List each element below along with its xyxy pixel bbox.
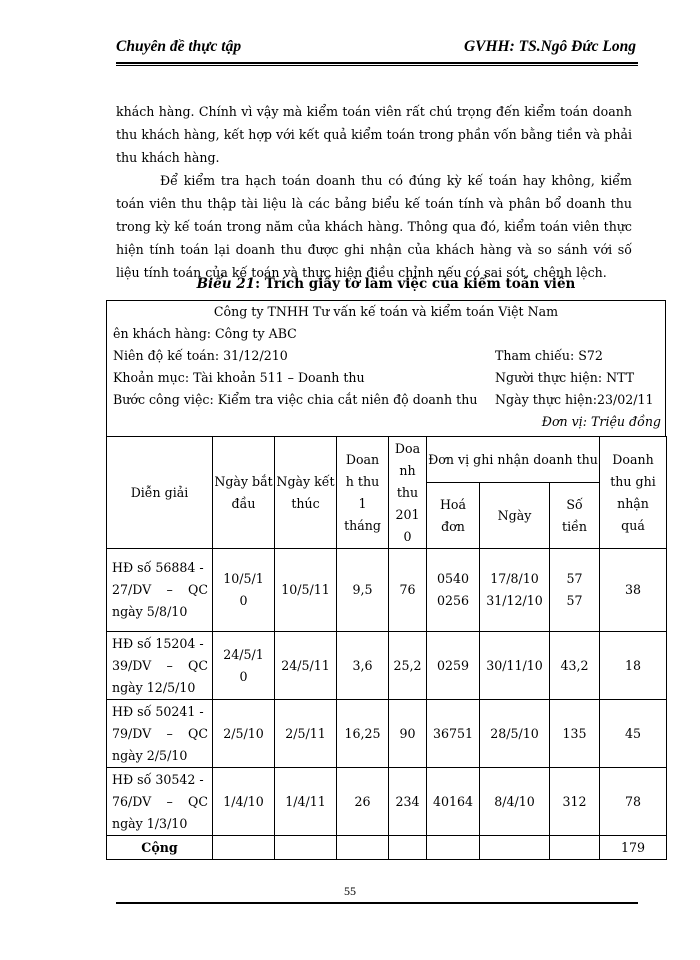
working-paper-info: [106, 300, 666, 437]
row-over-recognized: 38: [600, 549, 667, 632]
empty-cell: [213, 836, 275, 860]
cell-line: 57: [566, 571, 583, 586]
cell-line: 0540: [436, 571, 470, 586]
account-item: Khoản mục: Tài khoản 511 – Doanh thu: [113, 370, 365, 385]
work-step: Bước công việc: Kiểm tra việc chia cắt niên độ doanh thu: [113, 392, 478, 407]
col-group-recognized: Đơn vị ghi nhận doanh thu: [427, 437, 600, 483]
row-monthly-revenue: 16,25: [337, 700, 389, 768]
cell-line: 57: [566, 593, 583, 608]
footer-rule: [116, 902, 638, 904]
empty-cell: [480, 836, 550, 860]
caption-number: Biểu 21: [196, 276, 256, 292]
header-text: Doan: [345, 451, 380, 467]
col-revenue-2010: [389, 437, 427, 549]
p2-line: viên thu thập tài liệu là các bảng biểu kế toán tính và phân bổ doanh thu trong kỳ: [116, 196, 632, 234]
table-row: [107, 632, 667, 700]
client-name: ên khách hàng: Công ty ABC: [113, 326, 297, 341]
row-start-date: 2/5/10: [213, 700, 275, 768]
row-invoice: 0259: [427, 632, 480, 700]
page-header: [116, 34, 636, 58]
currency-unit: Đơn vị: Triệu đồng: [541, 414, 661, 429]
total-row: [107, 836, 667, 860]
row-monthly-revenue: 3,6: [337, 632, 389, 700]
body-text: [116, 100, 632, 284]
header-text: 0: [403, 528, 412, 544]
desc-line: HĐ số 30542 -: [112, 771, 204, 787]
row-date: [480, 549, 550, 632]
cell-line: 0: [239, 593, 248, 608]
desc-line: HĐ số 50241 -: [112, 703, 204, 719]
col-amount: [550, 483, 600, 549]
paragraph-2: [116, 169, 632, 284]
row-revenue-2010: 90: [389, 700, 427, 768]
preparer: Người thực hiện: NTT: [495, 370, 635, 385]
desc-line: HĐ số 56884 -: [112, 560, 204, 575]
header-text: Doanh: [612, 451, 654, 467]
empty-cell: [550, 836, 600, 860]
row-description: [107, 549, 213, 632]
header-text: tháng: [344, 517, 381, 533]
company-name: Công ty TNHH Tư vấn kế toán và kiểm toán Việt Nam: [213, 304, 559, 319]
p1-line: khách hàng. Chính vì vậy mà kiểm toán viên rất chú trọng đến kiểm toán doanh thu: [116, 104, 632, 142]
row-revenue-2010: 234: [389, 768, 427, 836]
empty-cell: [427, 836, 480, 860]
row-description: [107, 700, 213, 768]
header-text: Số: [566, 496, 583, 512]
p1-line: khách hàng, kết hợp với kết quả kiểm toán trong phần vốn bằng tiền và phải thu: [116, 127, 632, 165]
page-number: 55: [344, 884, 356, 898]
col-date: Ngày: [480, 483, 550, 549]
row-description: [107, 768, 213, 836]
p2-line: toán lại doanh thu được ghi nhận của khách hàng và so sánh với số liệu tính toán: [116, 242, 632, 280]
desc-line: ngày 1/3/10: [112, 815, 188, 831]
total-label: Cộng: [107, 836, 213, 860]
row-amount: 312: [550, 768, 600, 836]
header-text: nh: [399, 462, 416, 478]
total-value: 179: [600, 836, 667, 860]
header-text: thu ghi: [610, 473, 656, 489]
row-end-date: 10/5/11: [275, 549, 337, 632]
row-end-date: 1/4/11: [275, 768, 337, 836]
row-amount: [550, 549, 600, 632]
row-revenue-2010: 76: [389, 549, 427, 632]
row-over-recognized: 18: [600, 632, 667, 700]
revenue-cutoff-table: [106, 436, 667, 860]
row-date: 28/5/10: [480, 700, 550, 768]
fiscal-period: Niên độ kế toán: 31/12/210: [113, 348, 288, 363]
cell-line: 17/8/10: [490, 571, 539, 586]
cell-line: 31/12/10: [486, 593, 543, 608]
col-start-date: Ngày bắt đầu: [213, 437, 275, 549]
row-invoice: 36751: [427, 700, 480, 768]
cell-line: 10/5/1: [223, 571, 264, 586]
table-row: [107, 549, 667, 632]
empty-cell: [389, 836, 427, 860]
header-text: quá: [621, 517, 645, 533]
row-invoice: [427, 549, 480, 632]
row-amount: 135: [550, 700, 600, 768]
row-over-recognized: 45: [600, 700, 667, 768]
p1-line: khách hàng.: [141, 150, 220, 165]
empty-cell: [275, 836, 337, 860]
desc-line: 27/DV – QC: [112, 582, 208, 597]
col-invoice: [427, 483, 480, 549]
header-text: nhận: [617, 495, 649, 511]
p2-line: của kế toán và thực hiện điều chỉnh nếu có sai sót, chênh lệch.: [205, 265, 607, 280]
row-start-date: [213, 632, 275, 700]
header-text: thu: [396, 484, 419, 500]
header-row-1: [107, 437, 667, 483]
prepared-date: Ngày thực hiện:23/02/11: [495, 392, 654, 407]
desc-line: 76/DV – QC: [112, 793, 208, 809]
col-end-date: Ngày kết thúc: [275, 437, 337, 549]
desc-line: 39/DV – QC: [112, 657, 208, 673]
row-over-recognized: 78: [600, 768, 667, 836]
row-start-date: 1/4/10: [213, 768, 275, 836]
row-description: [107, 632, 213, 700]
desc-line: ngày 5/8/10: [112, 604, 188, 619]
row-monthly-revenue: 26: [337, 768, 389, 836]
empty-cell: [337, 836, 389, 860]
col-description: Diễn giải: [107, 437, 213, 549]
row-date: 30/11/10: [480, 632, 550, 700]
row-revenue-2010: 25,2: [389, 632, 427, 700]
desc-line: 79/DV – QC: [112, 725, 208, 741]
header-text: Hoá: [439, 496, 467, 512]
header-text: tiền: [562, 518, 587, 534]
header-text: h thu: [345, 473, 380, 489]
row-monthly-revenue: 9,5: [337, 549, 389, 632]
desc-line: ngày 12/5/10: [112, 679, 196, 695]
header-text: Doa: [394, 440, 421, 456]
p2-line: Để kiểm tra hạch toán doanh thu có đúng kỳ kế toán hay không, kiểm toán: [116, 173, 632, 211]
desc-line: HĐ số 15204 -: [112, 635, 204, 651]
desc-line: ngày 2/5/10: [112, 747, 188, 763]
header-text: đơn: [441, 518, 465, 534]
row-start-date: [213, 549, 275, 632]
header-text: 201: [395, 506, 420, 522]
caption-title: : Trích giấy tờ làm việc của kiểm toán viên: [255, 276, 576, 292]
table-caption: [106, 276, 666, 292]
header-rule: [116, 62, 638, 66]
row-date: 8/4/10: [480, 768, 550, 836]
paragraph-1: [116, 100, 632, 169]
col-over-recognized: [600, 437, 667, 549]
row-amount: 43,2: [550, 632, 600, 700]
table-row: [107, 768, 667, 836]
table-row: [107, 700, 667, 768]
row-invoice: 40164: [427, 768, 480, 836]
cell-line: 24/5/1: [223, 646, 264, 662]
cell-line: 0256: [436, 593, 470, 608]
row-end-date: 2/5/11: [275, 700, 337, 768]
reference-code: Tham chiếu: S72: [495, 348, 603, 363]
header-left-title: Chuyên đề thực tập: [116, 38, 242, 55]
header-right-supervisor: GVHH: TS.Ngô Đức Long: [463, 38, 636, 55]
cell-line: 0: [239, 668, 248, 684]
p2-line: kế toán trong năm của khách hàng. Thông qua đó, kiểm toán viên thực hiện tính: [116, 219, 632, 257]
header-text: 1: [358, 495, 367, 511]
row-end-date: 24/5/11: [275, 632, 337, 700]
col-monthly-revenue: [337, 437, 389, 549]
